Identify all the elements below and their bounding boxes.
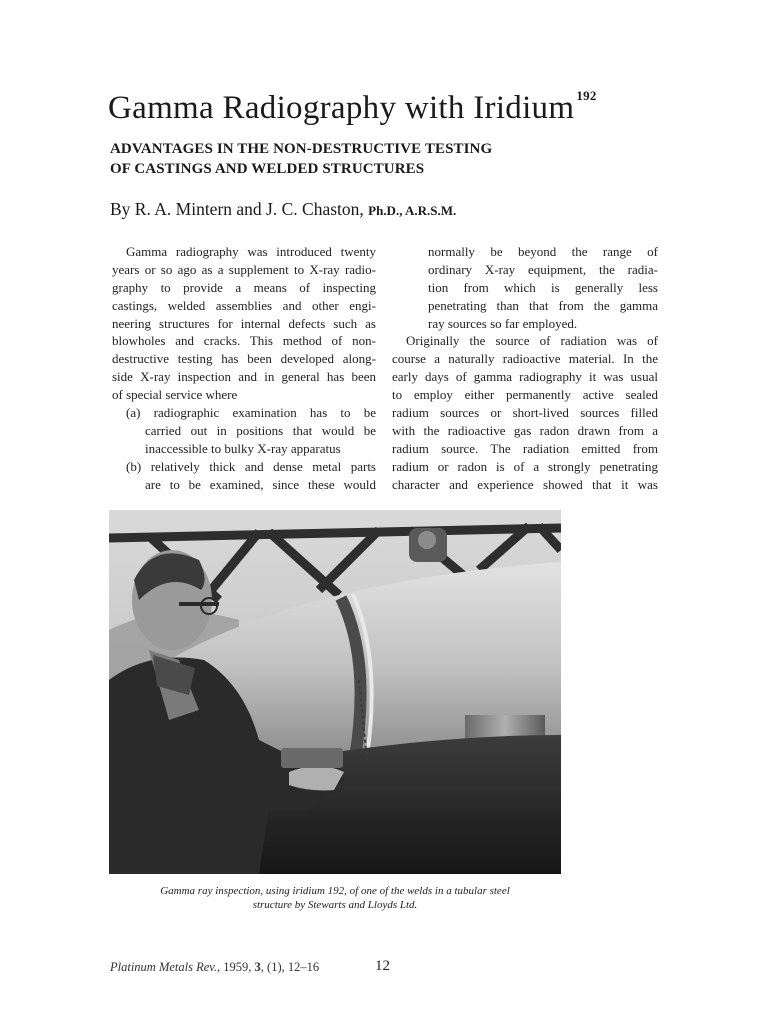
body-column-left <box>112 243 376 493</box>
text-line: ordinary X-ray equipment, the radia- <box>428 261 658 277</box>
byline-credentials: Ph.D., A.R.S.M. <box>368 203 457 218</box>
page-number: 12 <box>375 958 390 974</box>
text-line: Originally the source of radiation was of <box>406 333 658 349</box>
text-line: normally be beyond the range of <box>428 244 658 259</box>
text-line: inaccessible to bulky X-ray apparatus <box>145 440 341 456</box>
text-line: radium sources or short-lived sources filled <box>392 405 658 421</box>
title-text: Gamma Radiography with Iridium <box>108 90 575 126</box>
text-line: years or so ago as a supplement to X-ray radio- <box>112 261 376 277</box>
journal-name: Platinum Metals Rev. <box>110 960 218 974</box>
text-line: to employ either permanently active sealed <box>392 387 658 403</box>
subtitle-line-2: OF CASTINGS AND WELDED STRUCTURES <box>110 161 425 177</box>
figure-caption <box>110 884 560 912</box>
text-line: Gamma radiography was introduced twenty <box>126 244 376 259</box>
text-line: are to be examined, since these would <box>145 476 376 492</box>
page-footer <box>110 960 410 975</box>
inspection-photo <box>109 510 561 874</box>
citation-pages: , (1), 12–16 <box>260 960 320 974</box>
text-line: blowholes and cracks. This method of non- <box>112 333 376 349</box>
author-byline <box>110 198 670 222</box>
text-line: destructive testing has been developed along- <box>112 351 376 367</box>
text-line: tion from which is generally less <box>428 279 658 295</box>
text-line: side X-ray inspection and in general has been <box>112 369 376 385</box>
text-line: character and experience showed that it was <box>392 476 658 492</box>
subtitle-line-1: ADVANTAGES IN THE NON-DESTRUCTIVE TESTING <box>110 141 493 157</box>
text-line: with the radioactive gas radon drawn from a <box>392 422 658 438</box>
text-line: ray sources so far employed. <box>428 315 578 331</box>
photo-illustration <box>109 510 561 874</box>
text-line: neering structures for internal defects such as <box>112 315 376 331</box>
text-line: of special service where <box>112 387 238 403</box>
citation-year: , 1959, <box>217 960 255 974</box>
text-line: penetrating than that from the gamma <box>428 297 658 313</box>
body-column-right <box>392 243 658 493</box>
list-item-a: (a) radiographic examination has to be <box>126 405 376 421</box>
title-superscript: 192 <box>576 88 597 103</box>
list-item-b: (b) relatively thick and dense metal parts <box>126 458 376 474</box>
text-line: radium source. The radiation emitted from <box>392 440 658 456</box>
article-title <box>108 76 668 128</box>
text-line: castings, welded assemblies and other engi- <box>112 297 376 313</box>
text-line: carried out in positions that would be <box>145 422 376 438</box>
byline-authors: By R. A. Mintern and J. C. Chaston, <box>110 199 364 219</box>
text-line: radium or radon is of a strongly penetrating <box>392 458 658 474</box>
caption-line-2: structure by Stewarts and Lloyds Ltd. <box>252 899 418 911</box>
article-subtitle <box>110 139 670 179</box>
caption-line-1: Gamma ray inspection, using iridium 192, of one of the welds in a tubular steel <box>160 885 510 897</box>
text-line: graphy to provide a means of inspecting <box>112 279 376 295</box>
text-line: course a naturally radioactive material. In the <box>392 351 658 367</box>
citation-volume: 3 <box>254 960 261 974</box>
text-line: early days of gamma radiography it was usual <box>392 369 658 385</box>
